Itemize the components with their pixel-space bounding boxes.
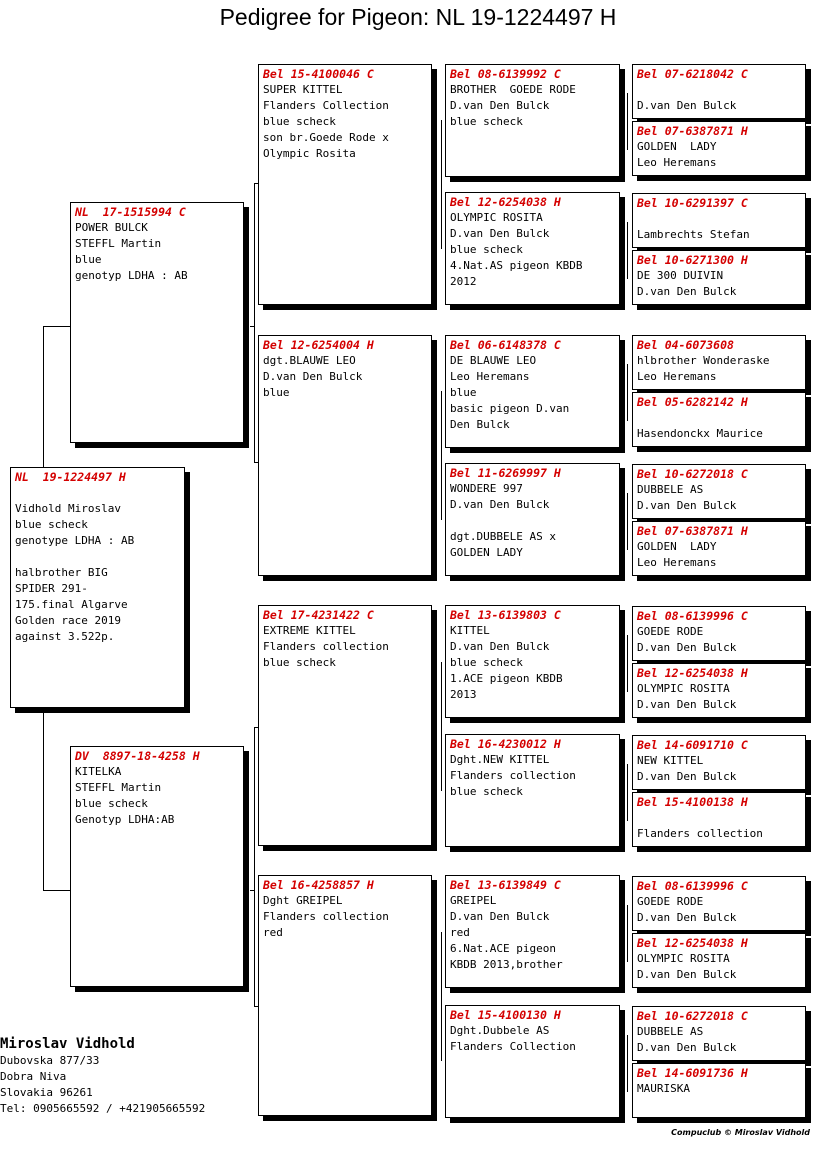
pigeon-card-subject[interactable] (10, 467, 185, 708)
pigeon-card-sire-dam[interactable] (258, 335, 432, 576)
pigeon-info-line: Genotyp LDHA:AB (75, 813, 175, 826)
pigeon-card-sire[interactable] (70, 202, 244, 443)
ring-number: Bel 10-6291397 C (637, 196, 748, 210)
pigeon-card-g3[interactable] (632, 193, 806, 248)
ring-number: Bel 14-6091736 H (637, 1066, 748, 1080)
pigeon-info-line: Vidhold Miroslav (15, 502, 121, 515)
connector-line (627, 364, 628, 421)
connector-line (43, 326, 71, 327)
ring-number: NL 19-1224497 H (15, 470, 126, 484)
pigeon-info-line: D.van Den Bulck (450, 640, 550, 653)
pigeon-card-g15[interactable] (632, 1006, 806, 1061)
ring-number: Bel 13-6139849 C (450, 878, 561, 892)
pigeon-info-line (637, 211, 801, 227)
pigeon-card-g1[interactable] (632, 64, 806, 119)
pigeon-info-line: blue scheck (263, 115, 336, 128)
ring-number: Bel 10-6271300 H (637, 253, 748, 267)
pigeon-card-dds[interactable] (445, 875, 620, 988)
pigeon-info-line: hlbrother Wonderaske (637, 354, 770, 367)
pigeon-info-line: POWER BULCK (75, 221, 148, 234)
pigeon-info-line: D.van Den Bulck (450, 498, 550, 511)
pigeon-info-line: red (263, 926, 283, 939)
ring-number: Bel 10-6272018 C (637, 467, 748, 481)
ring-number: Bel 12-6254038 H (637, 666, 748, 680)
pigeon-info-line: Leo Heremans (450, 370, 530, 383)
pigeon-info-line: KITELKA (75, 765, 122, 778)
pigeon-card-g8[interactable] (632, 521, 806, 576)
pigeon-card-g5[interactable] (632, 335, 806, 390)
pigeon-info-line: GOEDE RODE (637, 625, 704, 638)
pigeon-info-line: Flanders collection (450, 769, 576, 782)
pigeon-info-line: Dght.Dubbele AS (450, 1024, 550, 1037)
connector-line (441, 120, 442, 249)
pigeon-info-line: MAURISKA (637, 1082, 690, 1095)
connector-line (441, 932, 442, 1061)
pigeon-info-line: Flanders Collection (263, 99, 389, 112)
pigeon-info-line: D.van Den Bulck (637, 285, 737, 298)
pigeon-info-line (15, 549, 180, 565)
connector-line (627, 905, 628, 962)
pigeon-info-line: OLYMPIC ROSITA (450, 211, 543, 224)
pigeon-info-line: Olympic Rosita (263, 147, 356, 160)
pigeon-info-line: blue scheck (450, 785, 523, 798)
pigeon-info-line: D.van Den Bulck (450, 910, 550, 923)
pigeon-card-dam-sire[interactable] (258, 605, 432, 846)
pigeon-info-line: D.van Den Bulck (637, 499, 737, 512)
pigeon-card-sds[interactable] (445, 335, 620, 448)
connector-line (441, 662, 442, 791)
pigeon-card-g6[interactable] (632, 392, 806, 447)
pigeon-info-line: D.van Den Bulck (637, 641, 737, 654)
pigeon-info-line: 1.ACE pigeon KBDB (450, 672, 563, 685)
pigeon-info-line: Flanders collection (263, 640, 389, 653)
pigeon-info-line: against 3.522p. (15, 630, 115, 643)
pigeon-info-line: D.van Den Bulck (637, 911, 737, 924)
connector-line (43, 890, 71, 891)
owner-address-line: Dubovska 877/33 (0, 1054, 100, 1067)
pigeon-info-line: Lambrechts Stefan (637, 228, 750, 241)
ring-number: Bel 08-6139992 C (450, 67, 561, 81)
pigeon-card-sdd[interactable] (445, 463, 620, 576)
pigeon-info-line: Leo Heremans (637, 556, 717, 569)
pigeon-info-line: Flanders collection (263, 910, 389, 923)
ring-number: DV 8897-18-4258 H (75, 749, 200, 763)
pigeon-info-line: DE BLAUWE LEO (450, 354, 537, 367)
pigeon-info-line: D.van Den Bulck (637, 770, 737, 783)
connector-line (43, 326, 44, 469)
ring-number: Bel 05-6282142 H (637, 395, 748, 409)
connector-line (627, 493, 628, 550)
pigeon-info-line: STEFFL Martin (75, 781, 162, 794)
pigeon-card-ssd[interactable] (445, 192, 620, 305)
connector-line (627, 635, 628, 692)
pigeon-card-sire-sire[interactable] (258, 64, 432, 305)
pigeon-info-line: OLYMPIC ROSITA (637, 952, 730, 965)
ring-number: Bel 16-4230012 H (450, 737, 561, 751)
pigeon-info-line (637, 410, 801, 426)
pigeon-card-g9[interactable] (632, 606, 806, 661)
footer-credit: Compuclub © Miroslav Vidhold (671, 1128, 810, 1137)
pigeon-card-g7[interactable] (632, 464, 806, 519)
pigeon-info-line: blue (450, 386, 477, 399)
pigeon-info-line: 2013 (450, 688, 477, 701)
pigeon-card-g12[interactable] (632, 792, 806, 847)
pigeon-info-line: basic pigeon D.van (450, 402, 570, 415)
pigeon-info-line: blue scheck (450, 243, 523, 256)
page-title: Pedigree for Pigeon: NL 19-1224497 H (219, 4, 617, 30)
pigeon-info-line: D.van Den Bulck (637, 968, 737, 981)
pigeon-info-line: blue scheck (450, 656, 523, 669)
pigeon-info-line: DUBBELE AS (637, 483, 704, 496)
connector-line (627, 222, 628, 279)
pigeon-info-line: Dght GREIPEL (263, 894, 343, 907)
pigeon-card-g16[interactable] (632, 1063, 806, 1118)
pigeon-info-line: GREIPEL (450, 894, 497, 907)
pigeon-info-line: blue (263, 386, 290, 399)
ring-number: Bel 07-6387871 H (637, 524, 748, 538)
pigeon-card-sss[interactable] (445, 64, 620, 177)
pigeon-info-line: Leo Heremans (637, 156, 717, 169)
pigeon-info-line: GOLDEN LADY (450, 546, 523, 559)
owner-block (0, 1035, 205, 1117)
pigeon-info-line: BROTHER GOEDE RODE (450, 83, 576, 96)
pigeon-card-dss[interactable] (445, 605, 620, 718)
owner-address-line: Slovakia 96261 (0, 1086, 93, 1099)
ring-number: Bel 15-4100130 H (450, 1008, 561, 1022)
pigeon-info-line: D.van Den Bulck (450, 99, 550, 112)
pigeon-info-line: Den Bulck (450, 418, 510, 431)
pigeon-info-line: 4.Nat.AS pigeon KBDB (450, 259, 583, 272)
pigeon-info-line: Golden race 2019 (15, 614, 121, 627)
pigeon-info-line: GOLDEN LADY (637, 540, 717, 553)
pigeon-info-line: DE 300 DUIVIN (637, 269, 724, 282)
pigeon-info-line: OLYMPIC ROSITA (637, 682, 730, 695)
ring-number: Bel 12-6254004 H (263, 338, 374, 352)
pigeon-card-dsd[interactable] (445, 734, 620, 847)
pigeon-info-line: SUPER KITTEL (263, 83, 343, 96)
ring-number: Bel 15-4100138 H (637, 795, 748, 809)
connector-line (250, 890, 255, 891)
pigeon-card-ddd[interactable] (445, 1005, 620, 1118)
pigeon-info-line: 2012 (450, 275, 477, 288)
pigeon-info-line: D.van Den Bulck (450, 227, 550, 240)
connector-line (627, 764, 628, 821)
pigeon-info-line: EXTREME KITTEL (263, 624, 356, 637)
pigeon-card-g14[interactable] (632, 933, 806, 988)
pigeon-info-line: D.van Den Bulck (637, 698, 737, 711)
pigeon-info-line: dgt.DUBBELE AS x (450, 530, 556, 543)
pigeon-info-line: 6.Nat.ACE pigeon (450, 942, 556, 955)
pigeon-info-line: Leo Heremans (637, 370, 717, 383)
pigeon-info-line: Flanders collection (637, 827, 763, 840)
pigeon-info-line (637, 810, 801, 826)
pigeon-info-line: blue scheck (75, 797, 148, 810)
connector-line (43, 710, 44, 890)
pigeon-info-line: KBDB 2013,brother (450, 958, 563, 971)
pigeon-info-line: Hasendonckx Maurice (637, 427, 763, 440)
pigeon-info-line: red (450, 926, 470, 939)
ring-number: Bel 07-6387871 H (637, 124, 748, 138)
pigeon-info-line: blue scheck (450, 115, 523, 128)
pigeon-info-line: NEW KITTEL (637, 754, 704, 767)
ring-number: Bel 08-6139996 C (637, 879, 748, 893)
pigeon-card-g10[interactable] (632, 663, 806, 718)
pigeon-card-g11[interactable] (632, 735, 806, 790)
pigeon-info-line: son br.Goede Rode x (263, 131, 389, 144)
ring-number: Bel 08-6139996 C (637, 609, 748, 623)
ring-number: Bel 12-6254038 H (450, 195, 561, 209)
pigeon-info-line: D.van Den Bulck (637, 1041, 737, 1054)
ring-number: Bel 17-4231422 C (263, 608, 374, 622)
pigeon-info-line: STEFFL Martin (75, 237, 162, 250)
pigeon-info-line: GOEDE RODE (637, 895, 704, 908)
pigeon-info-line: Flanders Collection (450, 1040, 576, 1053)
pigeon-card-g2[interactable] (632, 121, 806, 176)
connector-line (441, 391, 442, 520)
pigeon-card-g4[interactable] (632, 250, 806, 305)
pigeon-info-line: WONDERE 997 (450, 482, 523, 495)
pigeon-info-line: genotyp LDHA : AB (75, 269, 188, 282)
pigeon-info-line: KITTEL (450, 624, 490, 637)
ring-number: Bel 10-6272018 C (637, 1009, 748, 1023)
pigeon-info-line (15, 485, 180, 501)
connector-line (254, 727, 255, 1007)
pigeon-info-line: blue (75, 253, 102, 266)
ring-number: Bel 14-6091710 C (637, 738, 748, 752)
ring-number: Bel 16-4258857 H (263, 878, 374, 892)
pigeon-info-line: D.van Den Bulck (637, 99, 737, 112)
owner-address-line: Dobra Niva (0, 1070, 67, 1083)
ring-number: Bel 06-6148378 C (450, 338, 561, 352)
ring-number: Bel 04-6073608 (637, 338, 734, 352)
pigeon-info-line: DUBBELE AS (637, 1025, 704, 1038)
ring-number: Bel 11-6269997 H (450, 466, 561, 480)
pigeon-card-dam[interactable] (70, 746, 244, 987)
pigeon-info-line: blue scheck (15, 518, 88, 531)
ring-number: Bel 07-6218042 C (637, 67, 748, 81)
pigeon-info-line: blue scheck (263, 656, 336, 669)
pigeon-info-line: SPIDER 291- (15, 582, 88, 595)
pigeon-info-line: Dght.NEW KITTEL (450, 753, 550, 766)
connector-line (627, 1035, 628, 1092)
pigeon-card-g13[interactable] (632, 876, 806, 931)
pigeon-info-line: D.van Den Bulck (263, 370, 363, 383)
pigeon-card-dam-dam[interactable] (258, 875, 432, 1116)
pigeon-info-line: 175.final Algarve (15, 598, 128, 611)
pigeon-info-line: GOLDEN LADY (637, 140, 717, 153)
pigeon-info-line: genotype LDHA : AB (15, 534, 135, 547)
pigeon-info-line (637, 82, 801, 98)
connector-line (254, 183, 255, 463)
connector-line (627, 93, 628, 150)
pigeon-info-line: halbrother BIG (15, 566, 108, 579)
owner-phone: Tel: 0905665592 / +421905665592 (0, 1102, 206, 1115)
ring-number: Bel 15-4100046 C (263, 67, 374, 81)
ring-number: Bel 12-6254038 H (637, 936, 748, 950)
pigeon-info-line: dgt.BLAUWE LEO (263, 354, 356, 367)
ring-number: NL 17-1515994 C (75, 205, 186, 219)
owner-name: Miroslav Vidhold (0, 1036, 135, 1052)
connector-line (250, 326, 255, 327)
pigeon-info-line (450, 513, 615, 529)
ring-number: Bel 13-6139803 C (450, 608, 561, 622)
